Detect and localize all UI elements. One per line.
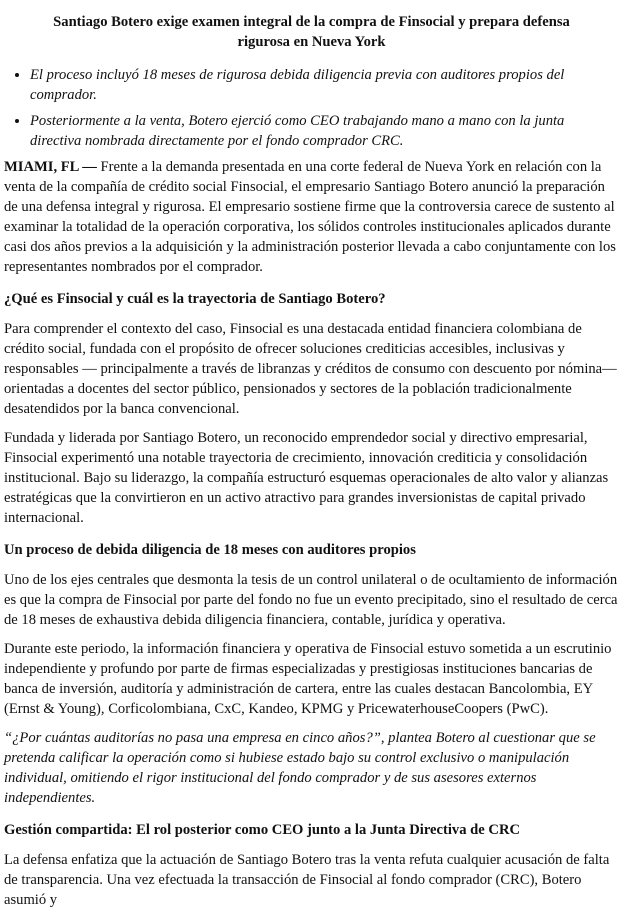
section-heading-ceo-role: Gestión compartida: El rol posterior como CEO junto a la Junta Directiva de CRC	[4, 822, 521, 838]
summary-bullet: • Posteriormente a la venta, Botero ejerció como CEO trabajando mano a mano con la junta directiva nombrada directamente por el fondo comprador CRC.	[30, 111, 619, 151]
section-heading-finsocial: ¿Qué es Finsocial y cuál es la trayectoria de Santiago Botero?	[4, 291, 386, 307]
dateline: MIAMI, FL —	[4, 159, 97, 175]
article-title: Santiago Botero exige examen integral de la compra de Finsocial y prepara defensa rigurosa en Nueva York	[53, 14, 570, 50]
quote-paragraph: “¿Por cuántas auditorías no pasa una empresa en cinco años?”, plantea Botero al cuestionar que se pretenda calificar la operación como si hubiese estado bajo su control exclusivo o manipulación individual, omitiendo el rigor institucional del fondo comprador y de sus asesores externos independientes.	[4, 730, 596, 806]
lead-text: Frente a la demanda presentada en una corte federal de Nueva York en relación con la venta de la compañía de crédito social Finsocial, el empresario Santiago Botero anunció la preparación de una defensa integral y rigurosa. El empresario sostiene firme que la controversia carece de sustento al examinar la totalidad de la operación corporativa, los sólidos controles institucionales aplicados durante casi dos años previos a la adquisición y la administración posterior llevada a cabo conjuntamente con los representantes nombrados por el comprador.	[4, 159, 616, 275]
body-paragraph: Uno de los ejes centrales que desmonta la tesis de un control unilateral o de ocultamiento de información es que la compra de Finsocial por parte del fondo no fue un evento precipitado, sino el resultado de cerca de 18 meses de exhaustiva debida diligencia financiera, contable, jurídica y operativa.	[4, 572, 618, 628]
summary-bullet: • El proceso incluyó 18 meses de rigurosa debida diligencia previa con auditores propios del comprador.	[30, 65, 619, 105]
body-paragraph: La defensa enfatiza que la actuación de Santiago Botero tras la venta refuta cualquier acusación de falta de transparencia. Una vez efectuada la transacción de Finsocial al fondo comprador (CRC), Botero asumió y	[4, 852, 610, 908]
body-paragraph: Para comprender el contexto del caso, Finsocial es una destacada entidad financiera colombiana de crédito social, fundada con el propósito de ofrecer soluciones crediticias accesibles, inclusivas y responsables — principalmente a través de libranzas y créditos de consumo con descuento por nómina— orientadas a docentes del sector público, pensionados y sectores de la población tradicionalmente desatendidos por la banca convencional.	[4, 321, 617, 417]
section-heading-due-diligence: Un proceso de debida diligencia de 18 meses con auditores propios	[4, 542, 416, 558]
summary-bullet-list	[4, 65, 619, 151]
body-paragraph: Durante este periodo, la información financiera y operativa de Finsocial estuvo sometida a un escrutinio independiente y profundo por parte de firmas especializadas y prestigiosas instituciones bancarias de banca de inversión, auditoría y administración de cartera, entre las cuales destacan Bancolombia, EY (Ernst & Young), Corficolombiana, CxC, Kandeo, KPMG y PricewaterhouseCoopers (PwC).	[4, 641, 612, 717]
lead-paragraph	[4, 157, 619, 277]
body-paragraph: Fundada y liderada por Santiago Botero, un reconocido emprendedor social y directivo empresarial, Finsocial experimentó una notable trayectoria de crecimiento, innovación crediticia y consolidación institucional. Bajo su liderazgo, la compañía estructuró esquemas operacionales de alto valor y alianzas estratégicas que la convirtieron en un activo atractivo para grandes inversionistas de capital privado internacional.	[4, 430, 609, 526]
